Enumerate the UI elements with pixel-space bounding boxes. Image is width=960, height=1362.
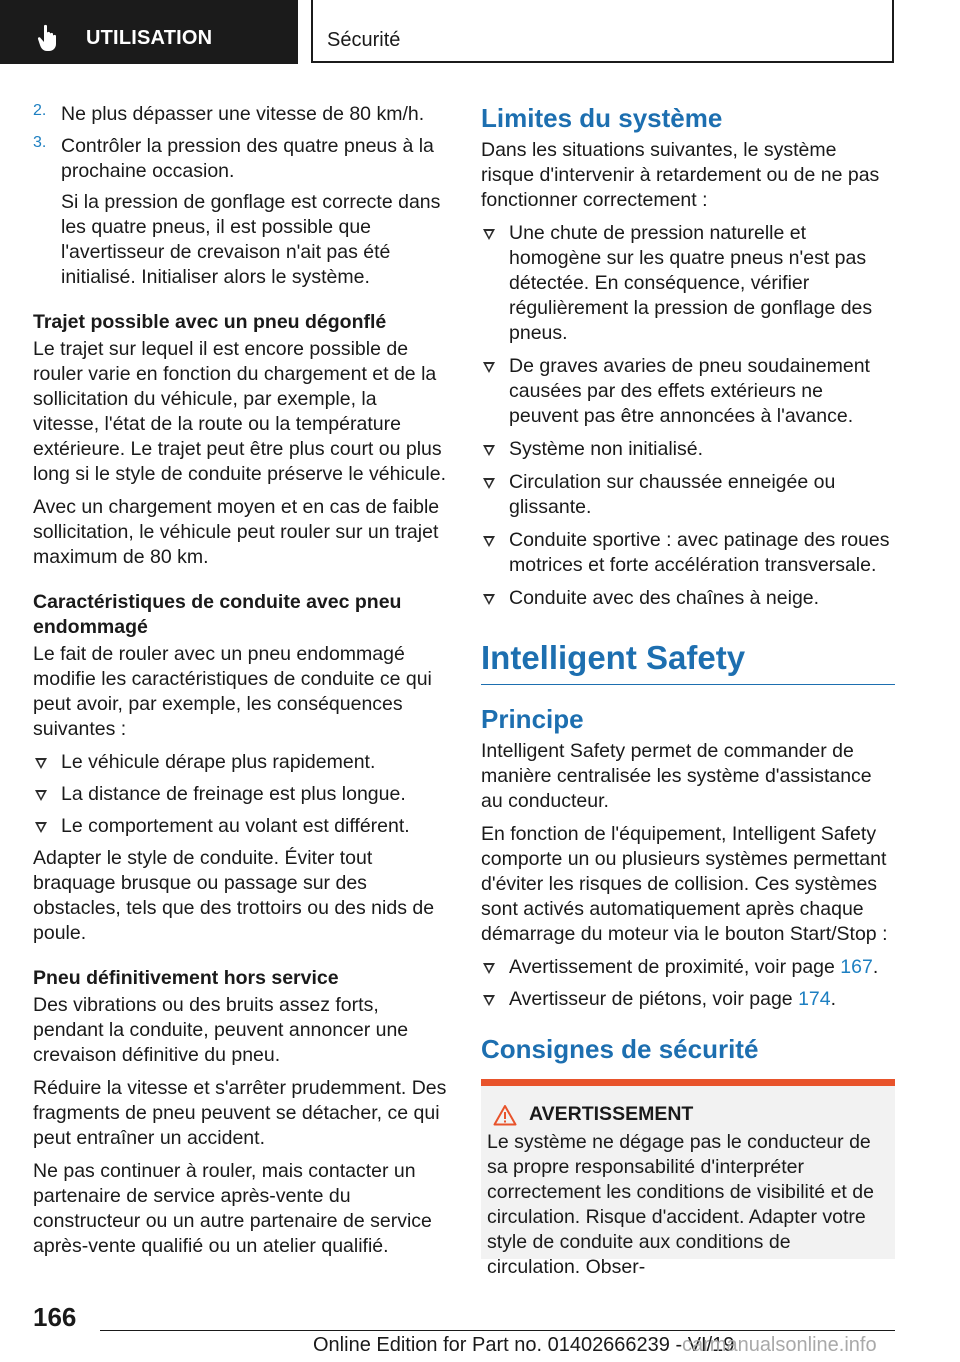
triangle-bullet-icon <box>483 963 495 974</box>
list-item-text: De graves avaries de pneu soudainement causées par des effets extérieurs ne peuvent pas être annoncées à l'avance. <box>509 355 870 427</box>
list-item <box>481 955 895 980</box>
subsection-title: Sécurité <box>327 29 401 51</box>
section-tab <box>0 0 298 64</box>
heading-principe: Principe <box>481 704 584 734</box>
paragraph: Adapter le style de conduite. Éviter tout braquage brusque ou passage sur des obstacles, tels que des trottoirs ou des nids de poule. <box>33 847 435 944</box>
paragraph: Réduire la vitesse et s'arrêter prudemment. Des fragments de pneu peuvent se détacher, ce qui peut entraîner un accident. <box>33 1077 447 1149</box>
list-item-text: Le véhicule dérape plus rapidement. <box>61 751 376 773</box>
paragraph: En fonction de l'équipement, Intelligent Safety comporte un ou plusieurs systèmes permettant d'éviter les risques de collision. Ces systèmes sont activés automatiquement après chaque démarrage du moteur via le bouton Start/Stop : <box>481 823 888 945</box>
warning-text: Le système ne dégage pas le conducteur de sa propre responsabilité d'interpréter correctement les conditions de visibilité et de circulation. Risque d'accident. Adapter votre style de conduite aux conditions de circulation. Obser- <box>487 1131 874 1278</box>
footer-divider <box>100 1330 895 1331</box>
step-number: 2. <box>33 102 47 119</box>
list-item <box>481 528 895 578</box>
list-item <box>33 782 447 807</box>
step-text: Ne plus dépasser une vitesse de 80 km/h. <box>61 103 425 125</box>
triangle-bullet-icon <box>483 536 495 547</box>
triangle-bullet-icon <box>483 995 495 1006</box>
heading-caracteristiques: Caractéristiques de conduite avec pneu endommagé <box>33 591 402 638</box>
paragraph: Le trajet sur lequel il est encore possible de rouler varie en fonction du chargement et de la sollicitation du véhicule, par exemple, la vitesse, l'état de la route ou la température extérieure. Le trajet peut être plus court ou plus long si le style de conduite préserve le véhicule. <box>33 338 446 485</box>
page-link-167[interactable]: 167 <box>840 956 873 978</box>
list-item <box>33 750 447 775</box>
heading-hors-service: Pneu définitivement hors service <box>33 967 339 989</box>
warning-title: AVERTISSEMENT <box>529 1103 694 1125</box>
list-item-text: Avertissement de proximité, voir page 167. <box>509 956 879 978</box>
list-item-text: Conduite sportive : avec patinage des roues motrices et forte accélération transversale. <box>509 529 890 576</box>
heading-consignes: Consignes de sécurité <box>481 1034 759 1064</box>
list-item-text: Avertisseur de piétons, voir page 174. <box>509 988 837 1010</box>
heading-intelligent-safety: Intelligent Safety <box>481 638 895 685</box>
step-2 <box>33 102 447 127</box>
page-number: 166 <box>33 1302 77 1332</box>
triangle-bullet-icon <box>483 478 495 489</box>
warning-triangle-icon <box>493 1104 517 1126</box>
paragraph: Le fait de rouler avec un pneu endommagé modifie les caractéristiques de conduite ce qui peut avoir, par exemple, les conséquences suivantes : <box>33 643 432 740</box>
subsection-box <box>311 0 894 63</box>
heading-limites: Limites du système <box>481 103 723 133</box>
list-item-text: La distance de freinage est plus longue. <box>61 783 406 805</box>
step-note: Si la pression de gonflage est correcte dans les quatre pneus, il est possible que l'avertisseur de crevaison n'ait pas été initialisé. Initialiser alors le système. <box>61 191 441 288</box>
triangle-bullet-icon <box>483 362 495 373</box>
page-link-174[interactable]: 174 <box>798 988 831 1010</box>
triangle-bullet-icon <box>35 758 47 769</box>
section-title: UTILISATION <box>86 27 213 49</box>
right-column <box>481 102 895 1278</box>
left-column <box>33 102 447 1259</box>
list-item-text: Circulation sur chaussée enneigée ou glissante. <box>509 471 836 518</box>
list-item-text: Conduite avec des chaînes à neige. <box>509 587 820 609</box>
paragraph: Des vibrations ou des bruits assez forts, pendant la conduite, peuvent annoncer une crevaison définitive du pneu. <box>33 994 409 1066</box>
warning-box <box>481 1079 895 1278</box>
list-item <box>481 437 895 462</box>
list-item <box>481 987 895 1012</box>
footer-edition: Online Edition for Part no. 01402666239 - VI/19 <box>313 1334 735 1356</box>
paragraph: Dans les situations suivantes, le système risque d'intervenir à retardement ou de ne pas fonctionner correctement : <box>481 139 880 211</box>
triangle-bullet-icon <box>35 822 47 833</box>
list-item <box>481 470 895 520</box>
triangle-bullet-icon <box>483 594 495 605</box>
triangle-bullet-icon <box>35 790 47 801</box>
list-item <box>481 221 895 346</box>
paragraph: Avec un chargement moyen et en cas de faible sollicitation, le véhicule peut rouler sur un trajet maximum de 80 km. <box>33 496 440 568</box>
list-item-text: Le comportement au volant est différent. <box>61 815 410 837</box>
paragraph: Ne pas continuer à rouler, mais contacter un partenaire de service après-vente du constructeur ou un autre partenaire de service après-vente qualifié ou un atelier qualifié. <box>33 1160 432 1257</box>
triangle-bullet-icon <box>483 229 495 240</box>
list-item <box>481 586 895 611</box>
triangle-bullet-icon <box>483 445 495 456</box>
paragraph: Intelligent Safety permet de commander de manière centralisée les système d'assistance au conducteur. <box>481 740 872 812</box>
list-item-text: Une chute de pression naturelle et homogène sur les quatre pneus n'est pas détectée. En conséquence, vérifier régulièrement la pression de gonflage des pneus. <box>509 222 873 344</box>
hand-pointer-icon <box>37 24 63 52</box>
list-item <box>33 814 447 839</box>
footer-watermark: carmanualsonline.info <box>682 1334 877 1356</box>
list-item <box>481 354 895 429</box>
step-number: 3. <box>33 134 47 151</box>
list-item-text: Système non initialisé. <box>509 438 704 460</box>
step-3 <box>33 134 447 290</box>
step-text: Contrôler la pression des quatre pneus à la prochaine occasion. <box>61 135 434 182</box>
warning-header <box>487 1103 889 1126</box>
heading-trajet: Trajet possible avec un pneu dégonflé <box>33 311 387 333</box>
